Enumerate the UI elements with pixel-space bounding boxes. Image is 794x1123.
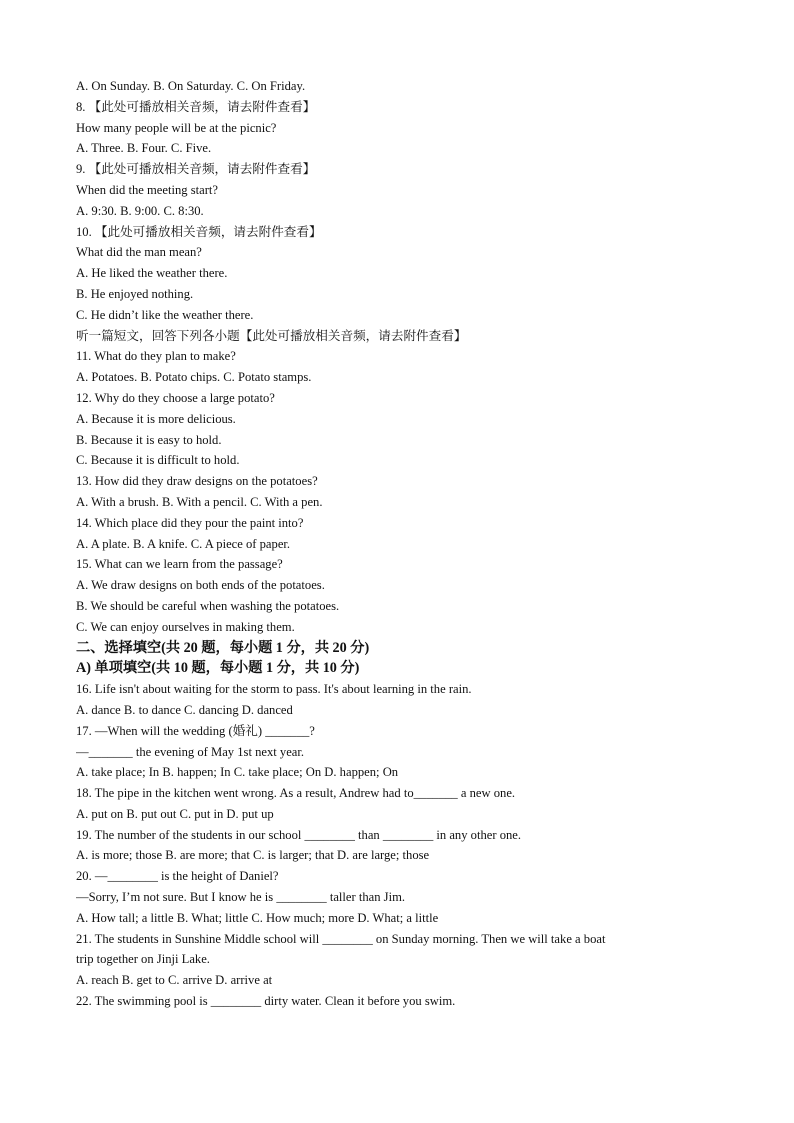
section-heading-2: 二、选择填空(共 20 题，每小题 1 分，共 20 分)	[76, 639, 370, 656]
answer-options-16: A. dance B. to dance C. dancing D. danced	[76, 702, 293, 717]
answer-options-8: A. Three. B. Four. C. Five.	[76, 141, 212, 156]
answer-options-9: A. 9:30. B. 9:00. C. 8:30.	[76, 203, 204, 218]
answer-option-10b: B. He enjoyed nothing.	[76, 286, 194, 301]
answer-options-17: A. take place; In B. happen; In C. take place; On D. happen; On	[76, 765, 399, 780]
question-8-audio: 8. 【此处可播放相关音频，请去附件查看】	[76, 99, 316, 114]
answer-option-15c: C. We can enjoy ourselves in making them.	[76, 619, 295, 634]
answer-option-12a: A. Because it is more delicious.	[76, 411, 236, 426]
question-15-text: 15. What can we learn from the passage?	[76, 557, 283, 572]
answer-options-11: A. Potatoes. B. Potato chips. C. Potato stamps.	[76, 370, 312, 385]
question-21-text: 21. The students in Sunshine Middle school will ________ on Sunday morning. Then we will take a boat	[76, 931, 606, 946]
answer-option-12c: C. Because it is difficult to hold.	[76, 453, 240, 468]
question-13-text: 13. How did they draw designs on the potatoes?	[76, 474, 318, 489]
answer-option-12b: B. Because it is easy to hold.	[76, 432, 222, 447]
answer-option-15a: A. We draw designs on both ends of the potatoes.	[76, 578, 325, 593]
answer-options-14: A. A plate. B. A knife. C. A piece of paper.	[76, 536, 291, 551]
answer-option-15b: B. We should be careful when washing the potatoes.	[76, 598, 340, 613]
document-page	[76, 76, 736, 1012]
question-10-audio: 10. 【此处可播放相关音频，请去附件查看】	[76, 224, 322, 239]
question-9-audio: 9. 【此处可播放相关音频，请去附件查看】	[76, 162, 316, 177]
question-9-text: When did the meeting start?	[76, 182, 218, 197]
question-17-reply: —_______ the evening of May 1st next year.	[76, 744, 305, 759]
question-8-text: How many people will be at the picnic?	[76, 120, 277, 135]
question-12-text: 12. Why do they choose a large potato?	[76, 390, 275, 405]
question-17-text: 17. —When will the wedding (婚礼) _______?	[76, 723, 315, 738]
answer-options-20: A. How tall; a little B. What; little C. How much; more D. What; a little	[76, 910, 439, 925]
question-16-text: 16. Life isn't about waiting for the storm to pass. It's about learning in the rain.	[76, 682, 472, 697]
question-20-reply: —Sorry, I’m not sure. But I know he is ________ taller than Jim.	[76, 890, 406, 905]
question-21-text-continued: trip together on Jinji Lake.	[76, 952, 210, 967]
passage-instruction: 听一篇短文，回答下列各小题【此处可播放相关音频，请去附件查看】	[76, 328, 467, 343]
answer-option-10a: A. He liked the weather there.	[76, 266, 228, 281]
question-19-text: 19. The number of the students in our school ________ than ________ in any other one.	[76, 827, 522, 842]
answer-option-10c: C. He didn’t like the weather there.	[76, 307, 254, 322]
question-20-text: 20. —________ is the height of Daniel?	[76, 869, 279, 884]
subsection-heading-a: A) 单项填空(共 10 题，每小题 1 分，共 10 分)	[76, 660, 360, 677]
answer-options-21: A. reach B. get to C. arrive D. arrive at	[76, 973, 273, 988]
answer-options-13: A. With a brush. B. With a pencil. C. With a pen.	[76, 494, 323, 509]
question-14-text: 14. Which place did they pour the paint into?	[76, 515, 304, 530]
question-22-text: 22. The swimming pool is ________ dirty water. Clean it before you swim.	[76, 994, 456, 1009]
question-18-text: 18. The pipe in the kitchen went wrong. As a result, Andrew had to_______ a new one.	[76, 786, 516, 801]
answer-options-18: A. put on B. put out C. put in D. put up	[76, 806, 274, 821]
answer-options-7: A. On Sunday. B. On Saturday. C. On Friday.	[76, 79, 306, 93]
question-11-text: 11. What do they plan to make?	[76, 349, 236, 364]
answer-options-19: A. is more; those B. are more; that C. is larger; that D. are large; those	[76, 848, 430, 863]
question-10-text: What did the man mean?	[76, 245, 202, 260]
